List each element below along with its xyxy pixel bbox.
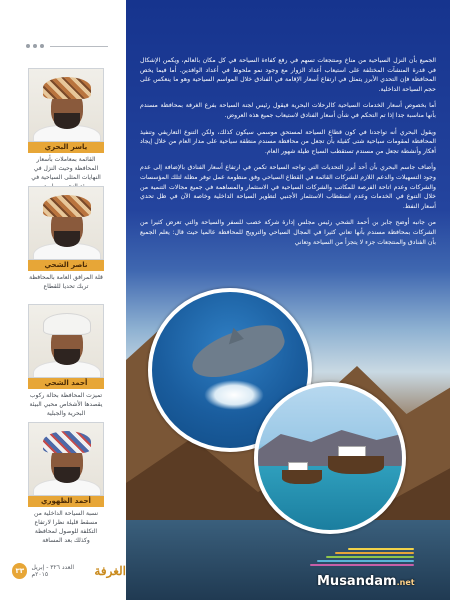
watermark-site	[317, 574, 415, 589]
boats-photo	[254, 382, 406, 534]
profile-photo	[28, 422, 104, 496]
profile-photo	[28, 68, 104, 142]
profile-caption: القائمة بمعاملات بأسعار المحافظة وحيث النزل في النهايات المثلى السياحية في	[31, 156, 101, 181]
page-number: ٣٣	[12, 563, 27, 579]
profile-name: أحمد الظهوري	[28, 496, 104, 507]
paragraph: أما بخصوص أسعار الخدمات السياحية كالرحلات البحرية فيقول رئيس لجنة السياحة بفرع الغرفة بمحافظة مسندم بأنها مناسبة جدا إذا تم التحكم في شأن أسعار الفنادق لاستيعاب جميع هذه العروض.	[140, 102, 436, 119]
watermark-tld: .net	[396, 578, 415, 587]
profile-name: ناصر الشحي	[28, 260, 104, 271]
profile-name: ياسر البحري	[28, 142, 104, 153]
profile-photo	[28, 304, 104, 378]
profile-caption: تميزت المحافظة بحالة ركوب يقصدها الأشخاص محبي البيئة البحرية والجبلية	[29, 392, 103, 417]
paragraph: ويقول البحري أنه تواجدنا في كون قطاع السياحة لمستحق موسمي سيكون كذلك، ولكن التنوع التعاريفي وتنفيذ المحافظة لمقومات سياحية شتى كفيلة بأن تجعل من محافظة مسندم منطقة سياحية على مدار العام من خلال إيجاد أفكار وأنشطة تجعل من مسندم تستقطب السياح طيلة شهور العام.	[140, 128, 436, 155]
profile-caption: نسبة السياحة الداخلية من مسقط قليلة نظرا لارتفاع التكلفة للوصول لمحافظة وكذلك بعد المسافة	[34, 510, 98, 544]
article-body	[140, 56, 436, 254]
profile-card	[28, 186, 104, 291]
issue-text: العدد ٣٢٦ - إبريل ٢٠١٥م	[31, 564, 75, 578]
paragraph: من جانبه أوضح جابر بن أحمد الشحي رئيس مجلس إدارة شركة خصب للسفر والسياحة والتي تعرض كثيرا من الشركات بمحافظة مسندم بأنها تعاني كثيرا في المجال السياحي والترويج للمحافظة عالميا حيث قال: يعلم الجميع بأن الفنادق والمنتجعات جزء لا يتجزأ من السياحة وتعاني	[140, 219, 436, 246]
left-column	[0, 0, 126, 600]
watermark-stripes	[306, 548, 416, 570]
profile-caption: قلة المرافق العامة بالمحافظة تربك تحديا للقطاع	[29, 274, 103, 290]
page-footer	[12, 563, 126, 579]
watermark-name: Musandam	[317, 574, 397, 589]
brand-logo: الغرفة	[94, 564, 126, 578]
decorative-dots	[26, 44, 108, 48]
profile-card	[28, 304, 104, 418]
profile-card	[28, 68, 104, 191]
profile-card	[28, 422, 104, 545]
profile-photo	[28, 186, 104, 260]
profile-name: أحمد الشحي	[28, 378, 104, 389]
paragraph: الجميع بأن النزل السياحية من مناخ ومنتجعات تسهم في رفع كفاءة السياحة في كل مكان بالعالم، ويكمن الإشكال في قدرة المنشآت المختلفة على استيعاب أعداد الزوار مع وجود نمو ملحوظ في أعداد الوافدين. أما فيما يخص المحافظة فإن التحدي الأبرز يتمثل في ارتفاع أسعار الإقامة في الفنادق خلال المواسم السياحية وهو ما ينعكس على حجم السياحة الداخلية.	[140, 57, 436, 93]
paragraph: وأضاف جاسم البحري بأن أحد أبرز التحديات التي تواجه السياحة تكمن في ارتفاع أسعار الفنادق بالإضافة إلى عدم وجود التسهيلات والدعم اللازم للشركات القائمة في القطاع السياحي وفق منظومة عمل توفر مظلة لتلك المؤسسات والشركات وعدم اتاحة الفرصة للمكاتب والشركات السياحية في الاستثمار والمساهمة في جميع مجالات التنمية من خلال التنوع في الخدمات وعدم استقطاب الاستثمار الأجنبي لتطوير السياحة الداخلية وخاصة الآن في ظل تحدي أسعار النفط.	[140, 164, 436, 210]
